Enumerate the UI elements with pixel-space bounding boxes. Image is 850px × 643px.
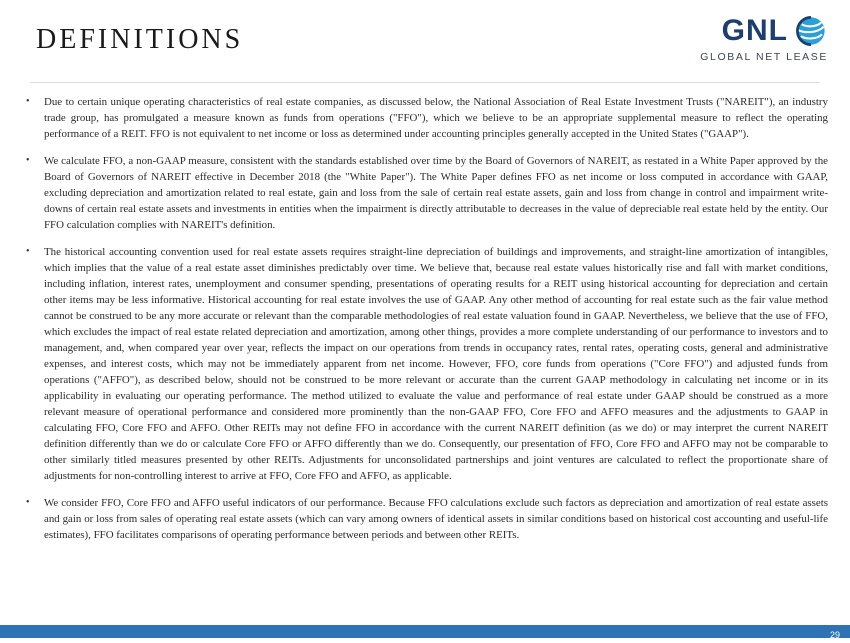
logo-row [700,14,828,48]
bullet-text: The historical accounting convention used for real estate assets requires straight-line depreciation of buildings and improvements, and straight-line amortization of intangibles, which implies that the value of a real estate asset diminishes predictably over time. We believe that, because real estate values historically rise and fall with market conditions, including inflation, interest rates, unemployment and consumer spending, presentations of operating results for a REIT using historical accounting for depreciation and certain other items may be less informative. Historical accounting for real estate involves the use of GAAP. Any other method of accounting for real estate such as the fair value method cannot be construed to be any more accurate or relevant than the comparable methodologies of real estate valuation found in GAAP. Nevertheless, we believe that the use of FFO, which excludes the impact of real estate related depreciation and amortization, among other things, provides a more complete understanding of our performance to investors and to management, and, when compared year over year, reflects the impact on our operations from trends in occupancy rates, rental rates, operating costs, general and administrative expenses, and interest costs, which may not be immediately apparent from net income. However, FFO, core funds from operations ("Core FFO") and adjusted funds from operations ("AFFO"), as described below, should not be construed to be more relevant or accurate than the current GAAP methodology in calculating net income or in its applicability in evaluating our operating performance. The method utilized to evaluate the value and performance of real estate under GAAP should be construed as a more relevant measure of operational performance and considered more prominently than the non-GAAP FFO, Core FFO and AFFO measures and the adjustments to GAAP in calculating FFO, Core FFO and AFFO. Other REITs may not define FFO in accordance with the current NAREIT definition (as we do) or may interpret the current NAREIT definition differently than we do or calculate Core FFO or AFFO differently than we do. Consequently, our presentation of FFO, Core FFO and AFFO may not be comparable to other similarly titled measures presented by other REITs. Adjustments for unconsolidated partnerships and joint ventures are calculated to reflect the proportionate share of adjustments for non-controlling interest to arrive at FFO, Core FFO and AFFO, as applicable. [44,246,828,482]
bullet-text: We consider FFO, Core FFO and AFFO useful indicators of our performance. Because FFO calculations exclude such factors as depreciation and amortization of real estate assets and gain or loss from sales of operating real estate assets (which can vary among owners of identical assets in similar conditions based on historical cost accounting and useful-life estimates), FFO facilitates comparisons of operating performance between periods and between other REITs. [44,497,828,541]
bullet-marker: • [26,246,30,257]
bullet-marker: • [26,155,30,166]
logo-wordmark: GNL [721,14,788,47]
bullet-text: Due to certain unique operating characteristics of real estate companies, as discussed below, the National Association of Real Estate Investment Trusts ("NAREIT"), an industry trade group, has promulgated a measure known as funds from operations ("FFO"), which we believe to be an appropriate supplemental measure to reflect the operating performance of a REIT. FFO is not equivalent to net income or loss as determined under accounting principles generally accepted in the United States ("GAAP"). [44,96,828,140]
globe-icon [794,14,828,48]
header-divider [30,82,820,83]
bullet-item [24,244,828,484]
bullet-marker: • [26,96,30,107]
page-title: DEFINITIONS [36,24,244,55]
logo-tagline: GLOBAL NET LEASE [700,51,828,63]
bullet-text: We calculate FFO, a non-GAAP measure, consistent with the standards established over time by the Board of Governors of NAREIT, as restated in a White Paper approved by the Board of Governors of NAREIT effective in December 2018 (the "White Paper"). The White Paper defines FFO as net income or loss computed in accordance with GAAP, excluding depreciation and amortization related to real estate, gain and loss from the sale of certain real estate assets, gain and loss from change in control and impairment write-downs of certain real estate assets and investments in entities when the impairment is directly attributable to decreases in the value of depreciable real estate held by the entity. Our FFO calculation complies with NAREIT's definition. [44,155,828,231]
bullet-item [24,495,828,543]
definitions-body [0,80,850,543]
bullet-marker: • [26,497,30,508]
bullet-item [24,94,828,142]
slide-header [0,0,850,80]
page-number: 29 [829,630,840,640]
bullet-item [24,153,828,233]
gnl-logo [700,14,828,63]
footer-bar [0,625,850,638]
